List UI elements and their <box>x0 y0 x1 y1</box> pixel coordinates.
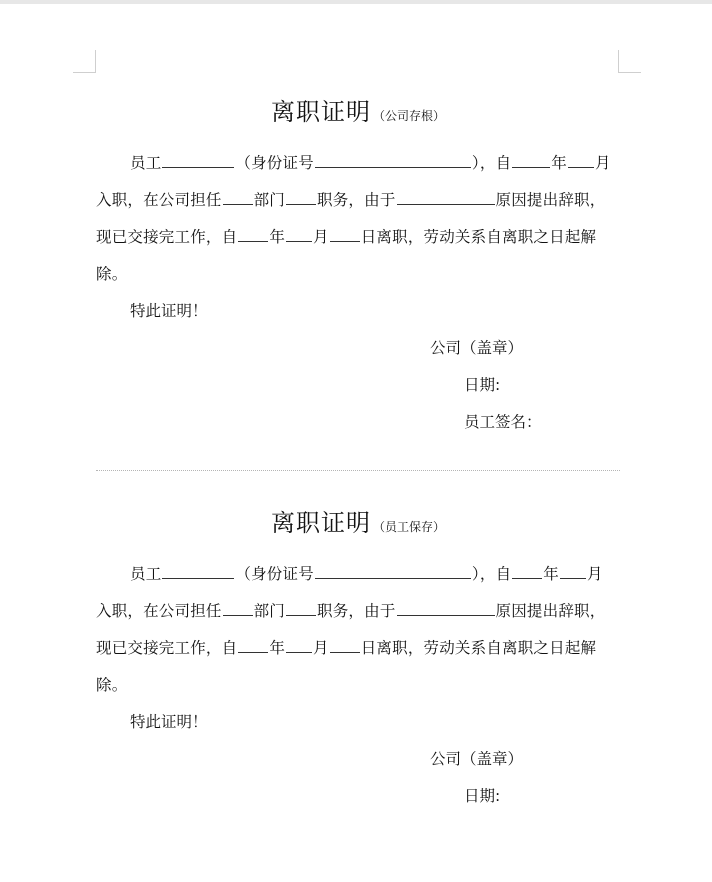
title-main: 离职证明 <box>270 509 371 537</box>
employee-name-blank[interactable] <box>162 153 234 168</box>
reason-blank[interactable] <box>397 190 495 205</box>
body-line-1: 员工 （身份证号 ），自 年 月 <box>130 154 611 172</box>
id-number-blank[interactable] <box>315 153 471 168</box>
signature-area <box>96 330 620 441</box>
certificate-employee-copy <box>96 503 620 815</box>
position-blank[interactable] <box>286 190 316 205</box>
position-blank[interactable] <box>286 601 316 616</box>
top-strip <box>0 0 712 4</box>
leave-month-blank[interactable] <box>286 638 312 653</box>
employee-signature-label: 员工签名： <box>464 413 542 431</box>
title-subtitle: （员工保存） <box>372 520 445 534</box>
start-month-blank[interactable] <box>568 153 594 168</box>
page-corner-mark-right <box>618 50 641 73</box>
date-label: 日期: <box>464 787 501 805</box>
date-label: 日期: <box>464 376 501 394</box>
body-line-4: 除。 <box>96 676 128 694</box>
id-number-blank[interactable] <box>315 564 471 579</box>
signature-area <box>96 741 620 815</box>
cut-line-divider <box>96 470 620 471</box>
certificate-company-copy <box>96 92 620 441</box>
reason-blank[interactable] <box>397 601 495 616</box>
department-blank[interactable] <box>223 190 253 205</box>
body-line-2: 入职，在公司担任 部门 职务，由于 原因提出辞职， <box>96 191 606 209</box>
leave-year-blank[interactable] <box>238 638 268 653</box>
leave-year-blank[interactable] <box>238 227 268 242</box>
body-paragraph <box>96 145 620 293</box>
company-seal-label: 公司（盖章） <box>430 339 524 357</box>
start-year-blank[interactable] <box>512 153 550 168</box>
leave-day-blank[interactable] <box>330 227 360 242</box>
department-blank[interactable] <box>223 601 253 616</box>
start-month-blank[interactable] <box>560 564 586 579</box>
company-seal-label: 公司（盖章） <box>430 750 524 768</box>
employee-name-blank[interactable] <box>162 564 234 579</box>
start-year-blank[interactable] <box>512 564 542 579</box>
title-subtitle: （公司存根） <box>372 109 445 123</box>
leave-month-blank[interactable] <box>286 227 312 242</box>
closing-statement: 特此证明！ <box>130 713 208 731</box>
leave-day-blank[interactable] <box>330 638 360 653</box>
page-corner-mark-left <box>73 50 96 73</box>
body-line-1: 员工 （身份证号 ），自 年 月 <box>130 565 603 583</box>
body-paragraph <box>96 556 620 704</box>
body-line-4: 除。 <box>96 265 128 283</box>
document-title <box>96 503 620 543</box>
title-main: 离职证明 <box>270 98 371 126</box>
closing-statement: 特此证明！ <box>130 302 208 320</box>
body-line-2: 入职，在公司担任 部门 职务，由于 原因提出辞职， <box>96 602 606 620</box>
document-title <box>96 92 620 132</box>
body-line-3: 现已交接完工作，自 年 月 日离职，劳动关系自离职之日起解 <box>96 228 597 246</box>
body-line-3: 现已交接完工作，自 年 月 日离职，劳动关系自离职之日起解 <box>96 639 597 657</box>
